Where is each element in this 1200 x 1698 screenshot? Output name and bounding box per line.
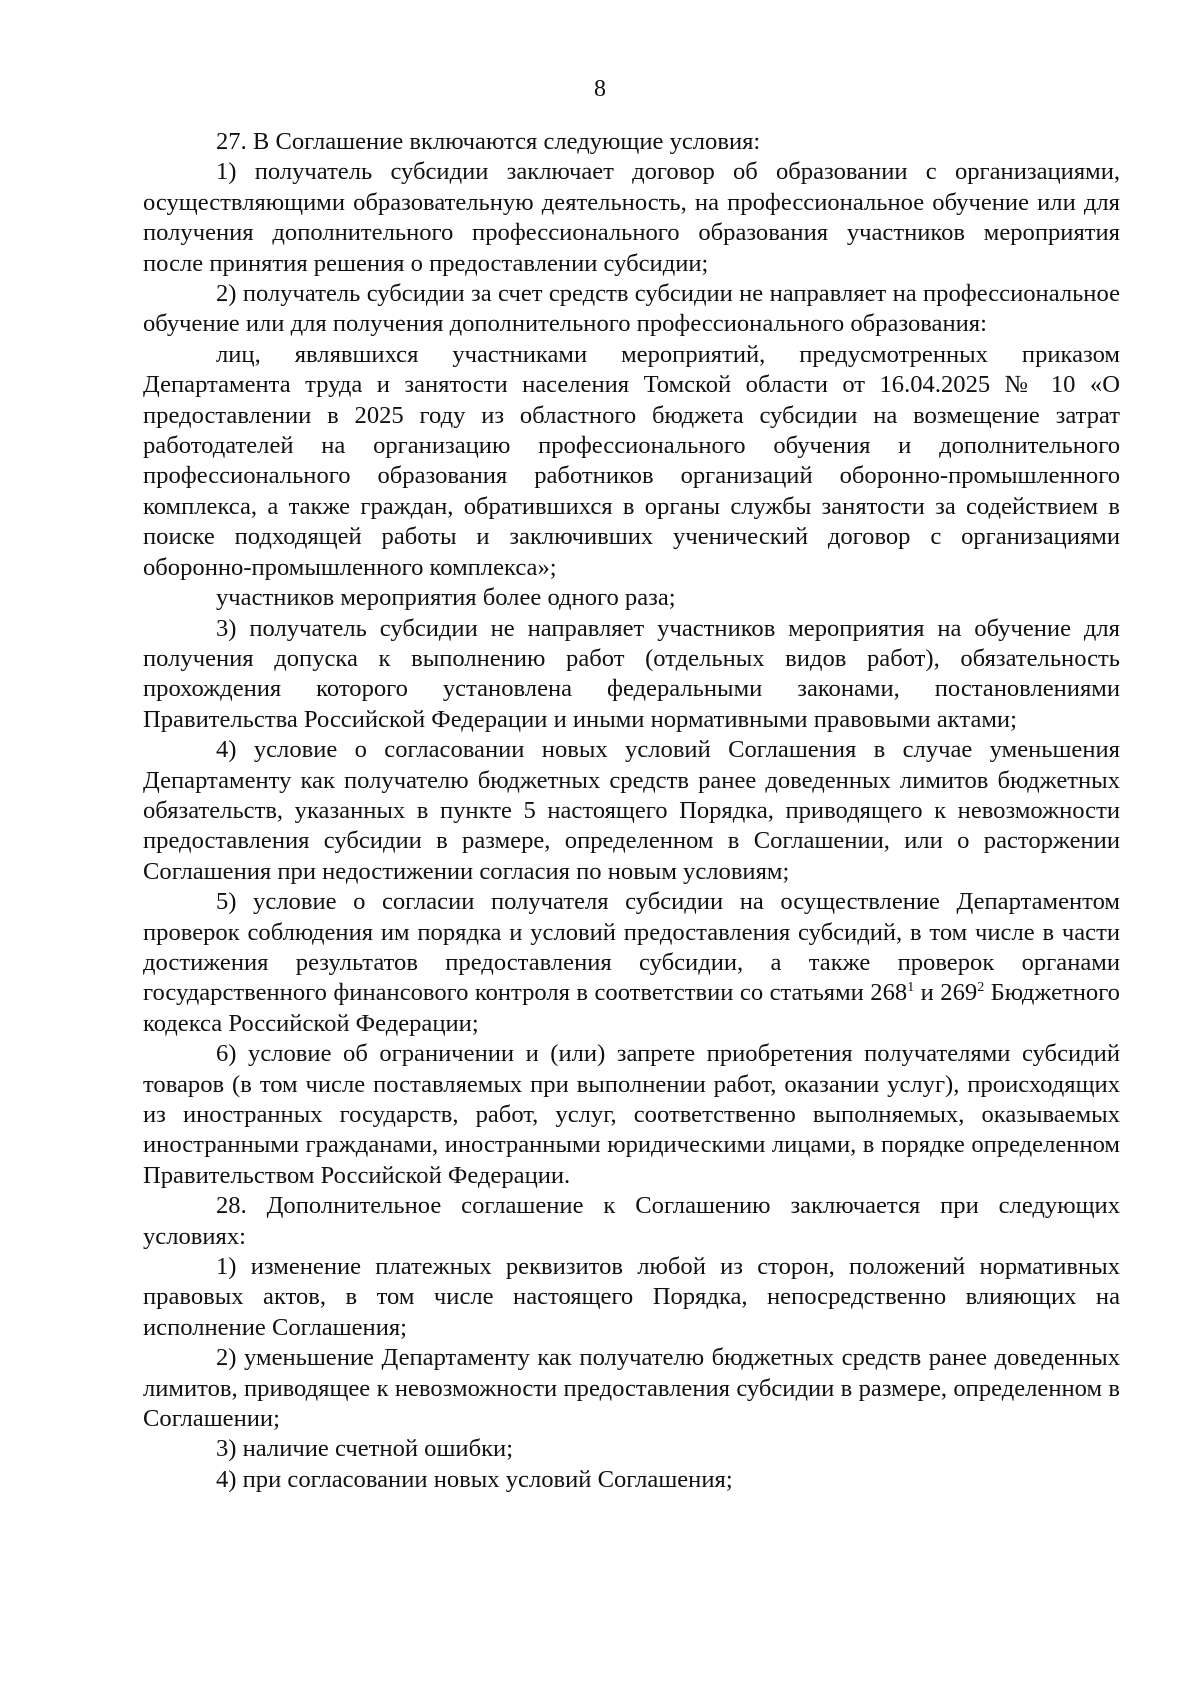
paragraph-27-item-1: 1) получатель субсидии заключает договор об образовании с организациями, осуществляющими образовательную деятельность, на профессиональное обучение или для получения дополнительного профессионального образования участников мероприятия после принятия решения о предоставлении субсидии; (143, 158, 1120, 277)
paragraph-28-item-4: 4) при согласовании новых условий Соглашения; (216, 1465, 733, 1493)
paragraph-27-item-4: 4) условие о согласовании новых условий Соглашения в случае уменьшения Департаменту как получателю бюджетных средств ранее доведенных лимитов бюджетных обязательств, указанных в пункте 5 настоящего Порядка, приводящего к невозможности предоставления субсидии в размере, определенном в Соглашении, или о расторжении Соглашения при недостижении согласия по новым условиям; (143, 736, 1120, 885)
paragraph-27-item-5-text-1: 5) условие о согласии получателя субсидии на осуществление Департаментом проверок соблюдения им порядка и условий предоставления субсидий, в том числе в части достижения результатов предоставления субсидии, а также проверок органами государственного финансового контроля в соответствии со статьями 268 (143, 888, 1120, 1007)
paragraph-27-item-2: 2) получатель субсидии за счет средств субсидии не направляет на профессиональное обучение или для получения дополнительного профессионального образования: (143, 280, 1120, 338)
paragraph-27-item-3: 3) получатель субсидии не направляет участников мероприятия на обучение для получения допуска к выполнению работ (отдельных видов работ), обязательность прохождения которого установлена федеральными законами, постановлениями Правительства Российской Федерации и иными нормативными правовыми актами; (143, 614, 1120, 733)
paragraph-27-item-2-sub-1: лиц, являвшихся участниками мероприятий, предусмотренных приказом Департамента труда и занятости населения Томской области от 16.04.2025 № 10 «О предоставлении в 2025 году из областного бюджета субсидии на возмещение затрат работодателей на организацию профессионального обучения и дополнительного профессионального образования работников организаций оборонно-промышленного комплекса, а также граждан, обратившихся в органы службы занятости за содействием в поиске подходящей работы и заключивших ученический договор с организациями оборонно-промышленного комплекса»; (143, 340, 1120, 581)
paragraph-28-item-3: 3) наличие счетной ошибки; (216, 1435, 514, 1463)
paragraph-28-heading: 28. Дополнительное соглашение к Соглашению заключается при следующих условиях: (143, 1192, 1120, 1250)
paragraph-28-item-1: 1) изменение платежных реквизитов любой из сторон, положений нормативных правовых актов, в том числе настоящего Порядка, непосредственно влияющих на исполнение Соглашения; (143, 1253, 1120, 1341)
superscript-1: 1 (907, 980, 915, 996)
paragraph-27-item-5-text-3: Бюджетного кодекса Российской Федерации; (143, 979, 1120, 1037)
paragraph-27-item-5 (143, 887, 1120, 1039)
document-body (143, 127, 1120, 1495)
superscript-2: 2 (977, 980, 985, 996)
paragraph-27-item-5-text-2: и 269 (914, 979, 978, 1007)
paragraph-27-item-6: 6) условие об ограничении и (или) запрете приобретения получателями субсидий товаров (в том числе поставляемых при выполнении работ, оказании услуг), происходящих из иностранных государств, работ, услуг, соответственно выполняемых, оказываемых иностранными гражданами, иностранными юридическими лицами, в порядке определенном Правительством Российской Федерации. (143, 1040, 1120, 1189)
paragraph-27-heading: 27. В Соглашение включаются следующие условия: (216, 128, 761, 155)
paragraph-28-item-2: 2) уменьшение Департаменту как получателю бюджетных средств ранее доведенных лимитов, приводящее к невозможности предоставления субсидии в размере, определенном в Соглашении; (143, 1344, 1120, 1433)
paragraph-27-item-2-sub-2: участников мероприятия более одного раза; (216, 584, 676, 612)
page-number: 8 (594, 76, 606, 102)
